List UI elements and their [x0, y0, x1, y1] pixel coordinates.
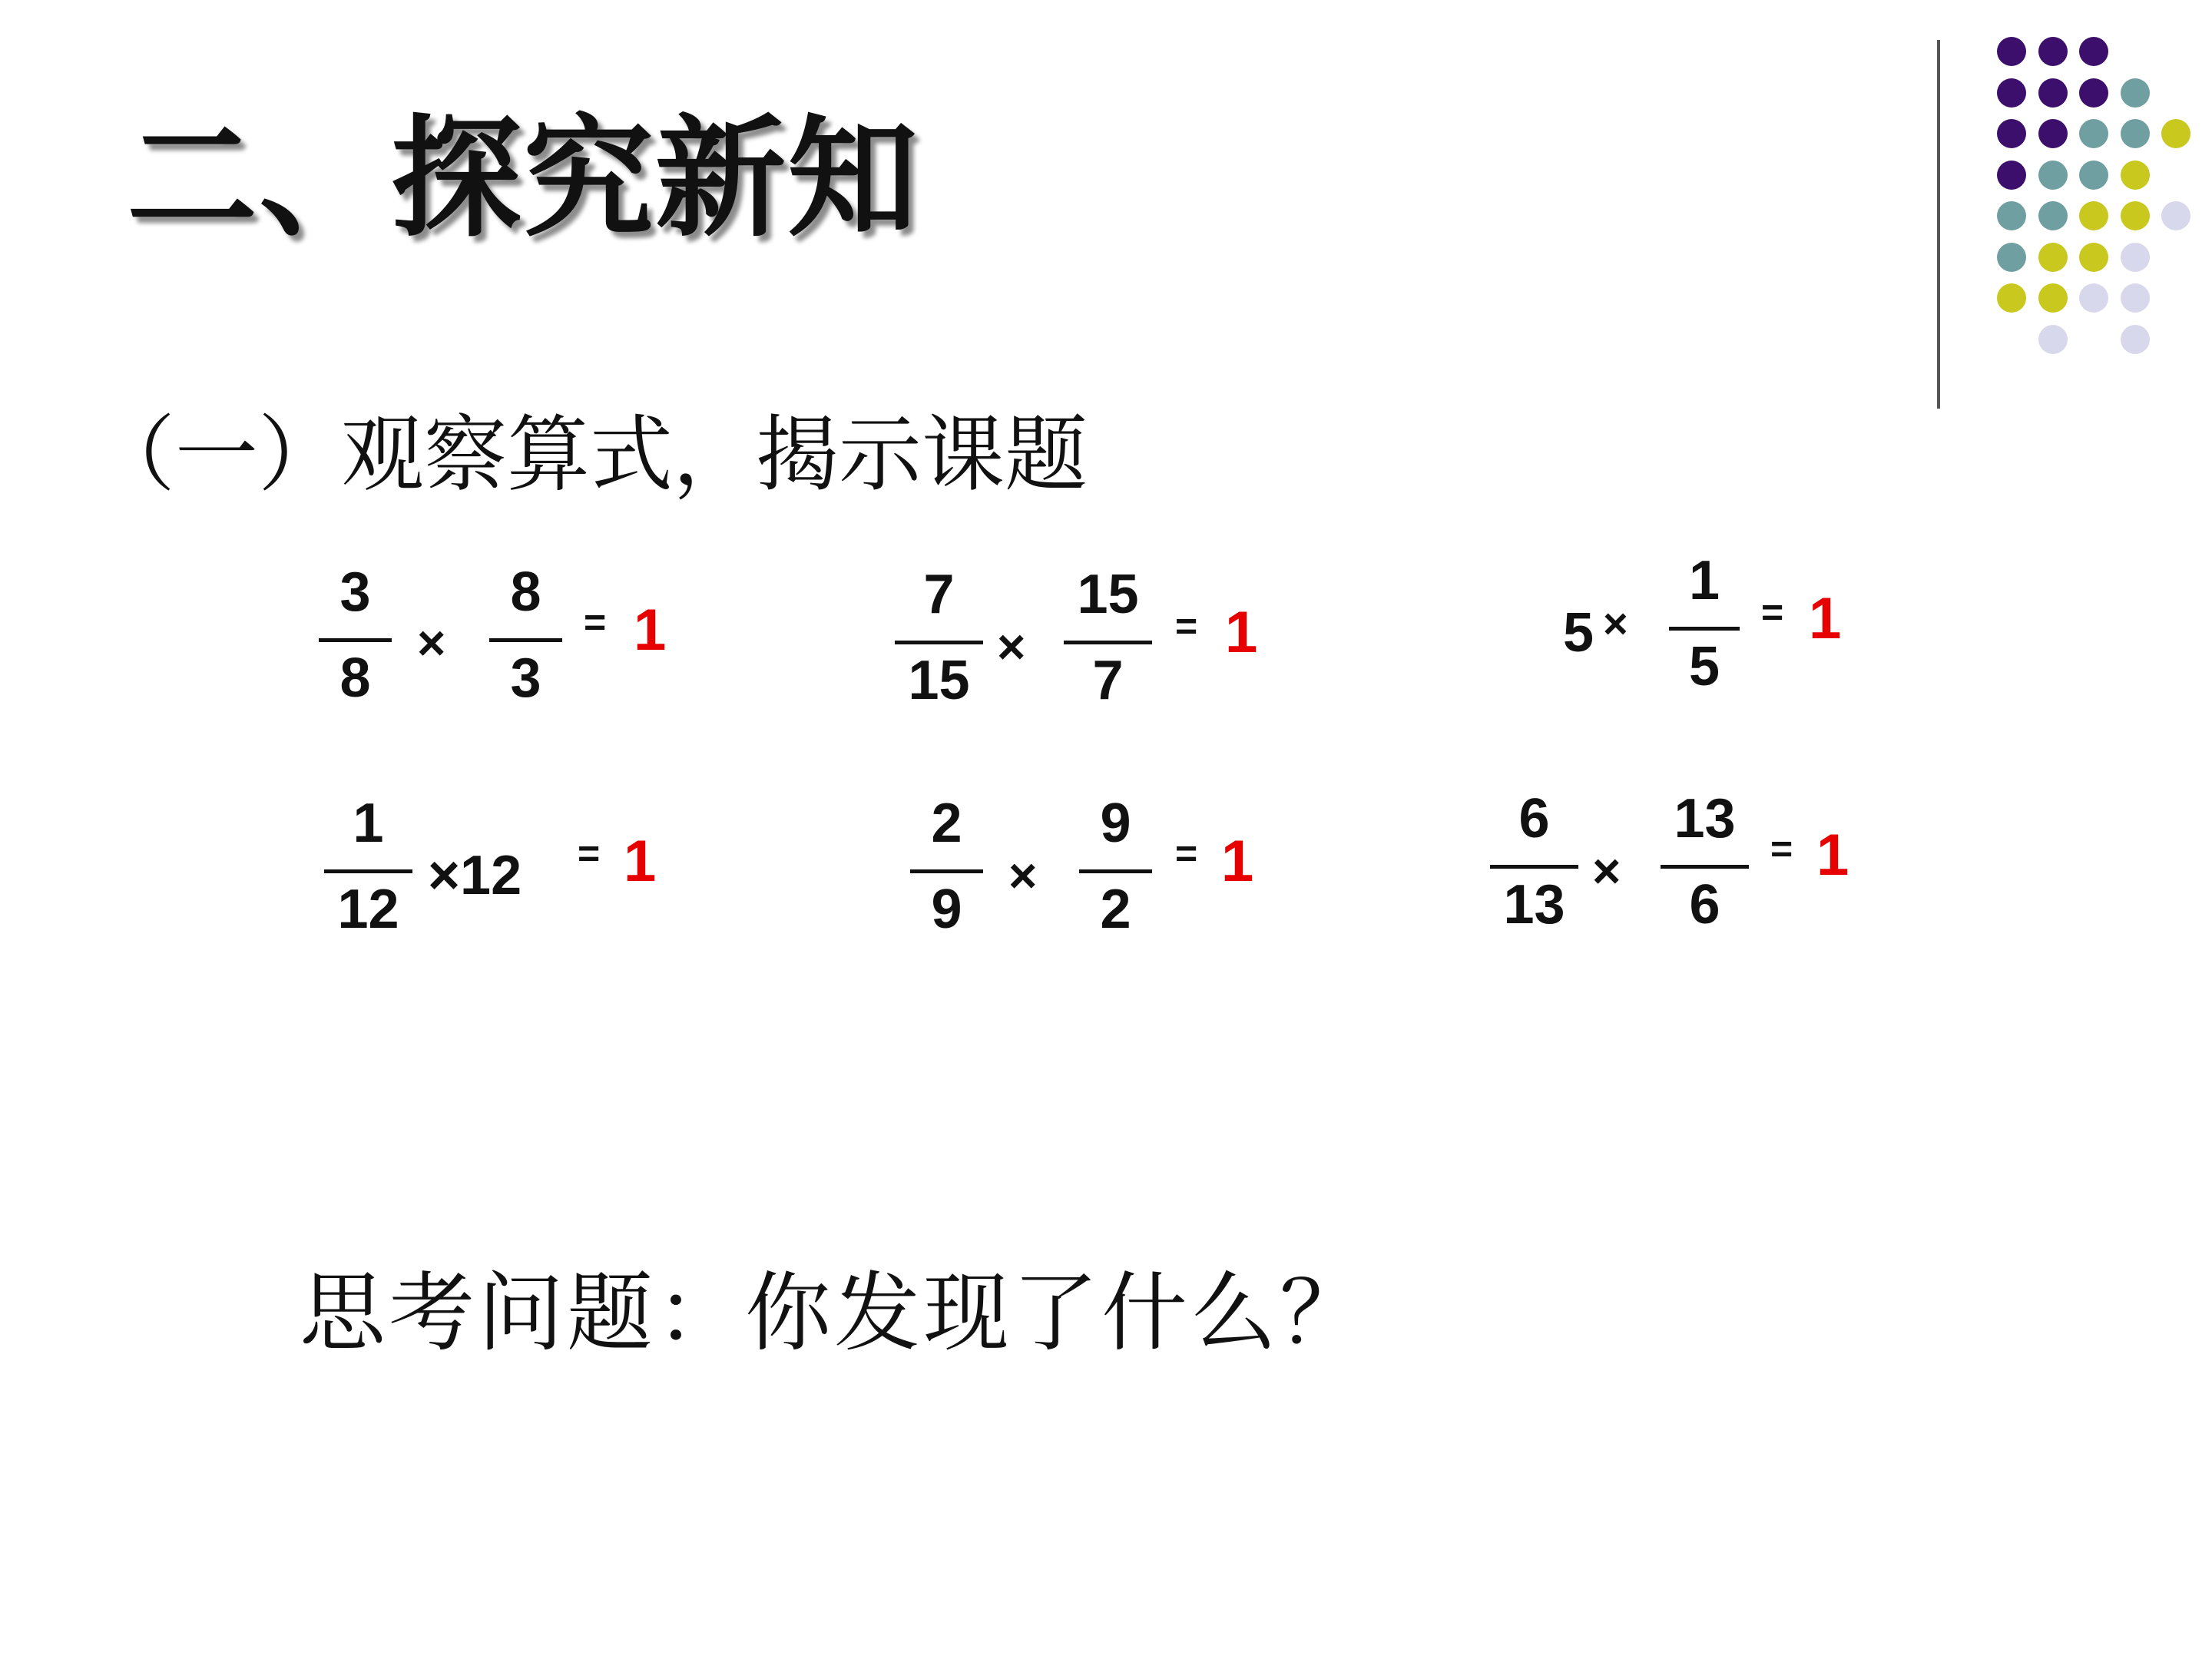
- result: 1: [624, 829, 657, 894]
- decorative-dot: [2121, 283, 2150, 313]
- fraction-bar: [324, 869, 412, 873]
- denominator: 5: [1688, 636, 1720, 697]
- times-sign: ×: [1603, 599, 1628, 647]
- result: 1: [1816, 823, 1849, 888]
- equation-6: [1490, 788, 1951, 960]
- denominator: 9: [931, 879, 962, 940]
- section-heading: （一）观察算式，揭示课题: [92, 407, 1088, 503]
- equation-2: [895, 564, 1356, 736]
- decorative-dot: [2121, 78, 2150, 108]
- decorative-dot: [1997, 37, 2026, 66]
- decorative-dot: [2038, 37, 2068, 66]
- equals-sign: =: [1175, 604, 1198, 647]
- whole-number: 5: [1563, 602, 1594, 664]
- fraction-bar: [489, 638, 562, 642]
- numerator: 2: [931, 793, 962, 854]
- fraction-bar: [895, 641, 983, 644]
- fraction-bar: [1064, 641, 1152, 644]
- result: 1: [1221, 829, 1254, 894]
- numerator: 7: [923, 564, 955, 625]
- numerator: 3: [339, 561, 371, 623]
- fraction-bar: [1490, 865, 1578, 869]
- equals-sign: =: [1175, 832, 1198, 875]
- divider-line: [1937, 40, 1940, 409]
- decorative-dot: [1997, 243, 2026, 272]
- decorative-dot: [2121, 161, 2150, 190]
- numerator: 9: [1100, 793, 1131, 854]
- equation-3: [1563, 550, 2024, 722]
- decorative-dot: [2121, 201, 2150, 230]
- question-prompt: 思考问题：你发现了什么？: [300, 1263, 1369, 1363]
- fraction-bar: [1079, 869, 1152, 873]
- result: 1: [634, 598, 667, 663]
- equals-sign: =: [584, 601, 607, 644]
- fraction-bar: [1661, 865, 1749, 869]
- denominator: 13: [1503, 874, 1565, 935]
- decorative-dot: [1997, 201, 2026, 230]
- numerator: 8: [510, 561, 541, 623]
- decorative-dot: [2038, 283, 2068, 313]
- result: 1: [1225, 600, 1258, 665]
- decorative-dot: [2121, 243, 2150, 272]
- decorative-dot: [2079, 78, 2108, 108]
- decorative-dot: [2038, 243, 2068, 272]
- decorative-dot: [2079, 283, 2108, 313]
- equals-sign: =: [578, 832, 601, 875]
- decorative-dot: [2161, 119, 2190, 148]
- numerator: 15: [1077, 564, 1139, 625]
- times-twelve: ×12: [428, 845, 522, 906]
- equation-4: [324, 793, 785, 965]
- fraction-bar: [1669, 627, 1740, 631]
- equation-5: [910, 793, 1371, 965]
- equation-1: [319, 561, 780, 733]
- fraction-bar: [319, 638, 392, 642]
- denominator: 2: [1100, 879, 1131, 940]
- slide-title: 二、探究新知: [127, 103, 920, 255]
- decorative-dot: [2079, 119, 2108, 148]
- numerator: 1: [353, 793, 384, 854]
- decorative-dot: [2079, 201, 2108, 230]
- decorative-dot: [1997, 161, 2026, 190]
- decorative-dot: [2038, 161, 2068, 190]
- decorative-dot: [2038, 119, 2068, 148]
- decorative-dot: [1997, 283, 2026, 313]
- decorative-dot: [1997, 119, 2026, 148]
- decorative-dot: [2079, 243, 2108, 272]
- denominator: 8: [339, 647, 371, 709]
- denominator: 3: [510, 647, 541, 709]
- equals-sign: =: [1761, 591, 1784, 634]
- times-sign: ×: [1592, 843, 1621, 899]
- numerator: 1: [1688, 550, 1720, 611]
- numerator: 6: [1518, 788, 1550, 849]
- decorative-dot: [2121, 325, 2150, 354]
- denominator: 7: [1092, 650, 1124, 711]
- decorative-dot: [2079, 37, 2108, 66]
- denominator: 12: [337, 879, 399, 940]
- decorative-dot: [2038, 201, 2068, 230]
- times-sign: ×: [417, 615, 446, 671]
- denominator: 15: [908, 650, 970, 711]
- decorative-dot: [2161, 201, 2190, 230]
- decorative-dot: [2038, 325, 2068, 354]
- decorative-dot: [2079, 161, 2108, 190]
- fraction-bar: [910, 869, 983, 873]
- denominator: 6: [1689, 874, 1720, 935]
- numerator: 13: [1674, 788, 1736, 849]
- result: 1: [1809, 586, 1842, 651]
- times-sign: ×: [1008, 848, 1038, 903]
- equals-sign: =: [1770, 827, 1793, 870]
- times-sign: ×: [997, 619, 1026, 674]
- decorative-dot: [1997, 78, 2026, 108]
- decorative-dot: [2121, 119, 2150, 148]
- decorative-dot: [2038, 78, 2068, 108]
